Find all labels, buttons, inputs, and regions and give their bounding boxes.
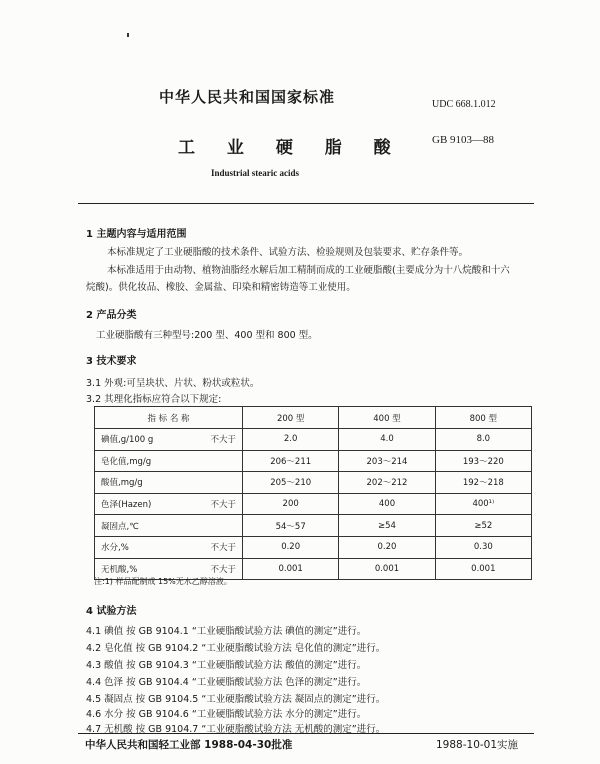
cell-200: 206～211 — [243, 450, 339, 472]
row-label: 碘值,g/100 g — [101, 435, 154, 446]
issuing-org: 中华人民共和国国家标准 — [159, 88, 336, 106]
table-row — [95, 493, 532, 515]
section-3-item-2: 3.2 其理化指标应符合以下规定: — [86, 394, 222, 405]
cell-200: 205～210 — [243, 472, 339, 494]
table-row — [95, 536, 532, 558]
cell-400: 203～214 — [339, 450, 435, 472]
scan-mark — [127, 33, 129, 37]
row-limit: 不大于 — [210, 500, 236, 511]
cell-200: 0.20 — [243, 536, 339, 558]
section-4-item: 4.6 水分 按 GB 9104.6 “工业硬脂酸试验方法 水分的测定”进行。 — [86, 709, 367, 720]
table-row — [95, 450, 532, 472]
table-header-row — [95, 407, 532, 429]
section-4-item: 4.4 色泽 按 GB 9104.4 “工业硬脂酸试验方法 色泽的测定”进行。 — [86, 677, 367, 688]
table-note: 注:1) 样品配制成 15%无水乙醇溶液。 — [94, 577, 232, 586]
row-label: 色泽(Hazen) — [101, 500, 152, 511]
section-2-para: 工业硬脂酸有三种型号:200 型、400 型和 800 型。 — [96, 330, 318, 341]
cell-400: 0.20 — [339, 536, 435, 558]
col-header: 200 型 — [243, 407, 339, 429]
approval-line: 中华人民共和国轻工业部 1988-04-30批准 — [85, 739, 293, 751]
section-4-item: 4.5 凝固点 按 GB 9104.5 “工业硬脂酸试验方法 凝固点的测定”进行。 — [86, 694, 386, 705]
section-4-item: 4.3 酸值 按 GB 9104.3 “工业硬脂酸试验方法 酸值的测定”进行。 — [86, 660, 367, 671]
section-4-heading: 4 试验方法 — [86, 606, 137, 617]
row-label: 无机酸,% — [101, 564, 138, 575]
top-rule — [78, 203, 534, 204]
section-1-para-2b: 烷酸)。供化妆品、橡胶、金属盐、印染和精密铸造等工业使用。 — [86, 282, 356, 293]
english-title: Industrial stearic acids — [211, 168, 300, 178]
spec-table — [94, 406, 532, 580]
row-limit: 不大于 — [210, 564, 236, 575]
table-row — [95, 429, 532, 451]
section-2-heading: 2 产品分类 — [86, 310, 137, 321]
col-header: 800 型 — [435, 407, 531, 429]
section-1-para-1: 本标准规定了工业硬脂酸的技术条件、试验方法、检验规则及包装要求、贮存条件等。 — [107, 247, 469, 258]
table-row — [95, 515, 532, 537]
udc-code: UDC 668.1.012 — [432, 99, 496, 110]
row-label: 皂化值,mg/g — [101, 456, 152, 467]
col-header: 指 标 名 称 — [95, 407, 243, 429]
row-label: 水分,% — [101, 543, 129, 554]
row-limit: 不大于 — [210, 543, 236, 554]
cell-800: 8.0 — [435, 429, 531, 451]
section-3-item-1: 3.1 外观:可呈块状、片状、粉状或粒状。 — [86, 378, 260, 389]
cell-400: 4.0 — [339, 429, 435, 451]
section-1-heading: 1 主题内容与适用范围 — [86, 229, 187, 240]
row-limit: 不大于 — [210, 435, 236, 446]
col-header: 400 型 — [339, 407, 435, 429]
section-4-item: 4.7 无机酸 按 GB 9104.7 “工业硬脂酸试验方法 无机酸的测定”进行。 — [86, 724, 386, 735]
cell-800: 0.001 — [435, 558, 531, 580]
cell-200: 0.001 — [243, 558, 339, 580]
cell-400: 202～212 — [339, 472, 435, 494]
cell-400: 0.001 — [339, 558, 435, 580]
cell-200: 54～57 — [243, 515, 339, 537]
cell-200: 2.0 — [243, 429, 339, 451]
cell-800: 193～220 — [435, 450, 531, 472]
row-label: 酸值,mg/g — [101, 478, 143, 489]
cell-400: ≥54 — [339, 515, 435, 537]
row-label: 凝固点,℃ — [101, 521, 139, 532]
effective-date: 1988-10-01实施 — [436, 739, 519, 751]
section-4-item: 4.1 碘值 按 GB 9104.1 “工业硬脂酸试验方法 碘值的测定”进行。 — [86, 626, 367, 637]
section-4-item: 4.2 皂化值 按 GB 9104.2 “工业硬脂酸试验方法 皂化值的测定”进行。 — [86, 643, 386, 654]
cell-400: 400 — [339, 493, 435, 515]
section-1-para-2a: 本标准适用于由动物、植物油脂经水解后加工精制而成的工业硬脂酸(主要成分为十八烷酸和十六 — [107, 265, 510, 276]
cell-800: 192～218 — [435, 472, 531, 494]
bottom-rule — [78, 733, 534, 734]
cell-800: ≥52 — [435, 515, 531, 537]
standard-number: GB 9103—88 — [432, 134, 495, 146]
table-row — [95, 472, 532, 494]
document-title: 工 业 硬 脂 酸 — [178, 138, 391, 158]
cell-200: 200 — [243, 493, 339, 515]
section-3-heading: 3 技术要求 — [86, 356, 137, 367]
cell-800: 400¹⁾ — [435, 493, 531, 515]
cell-800: 0.30 — [435, 536, 531, 558]
